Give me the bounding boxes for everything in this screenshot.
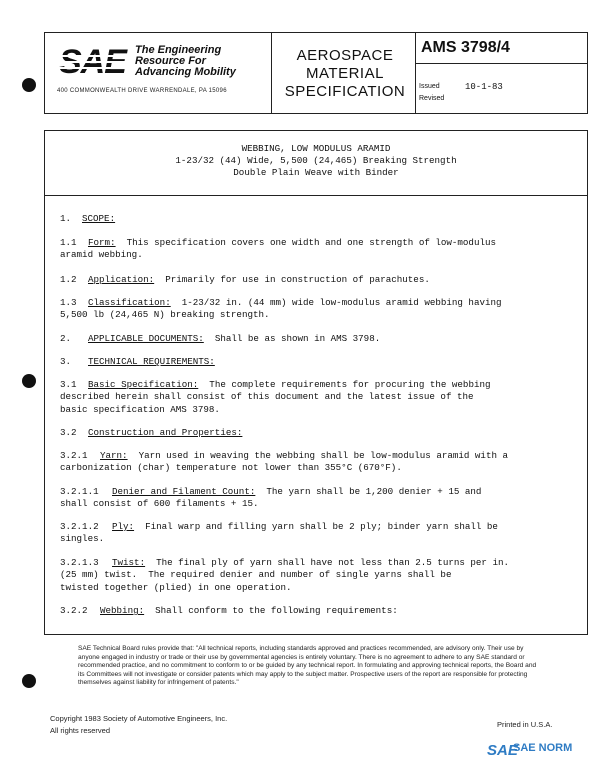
issued-label: Issued [419,83,440,90]
ams-number: AMS 3798/4 [421,39,510,56]
section-paragraph: Form: This specification covers one width and one strength of low-modulus aramid webbing. [60,237,497,261]
section-paragraph: Webbing: Shall conform to the following requirements: [100,605,398,616]
sae-norm-watermark [487,740,573,763]
section-heading: Classification: [88,297,171,308]
sae-norm-text: SAE NORM [513,742,573,754]
binder-hole-middle [22,374,36,388]
section-number: 1. [60,213,72,224]
section-number: 3. [60,356,72,367]
document-type: AEROSPACE MATERIAL SPECIFICATION [284,47,406,100]
section-paragraph: Denier and Filament Count: The yarn shall be 1,200 denier + 15 and shall consist of 600 filaments + 15. [60,486,482,510]
section-number: 3.1 [60,379,77,390]
section-heading: Application: [88,274,155,285]
sae-address: 400 COMMONWEALTH DRIVE WARRENDALE, PA 15096 [57,88,227,94]
section-heading: TECHNICAL REQUIREMENTS: [88,356,215,367]
section-number: 3.2.1 [60,450,88,461]
section-number: 1.1 [60,237,77,248]
title-divider [45,195,587,196]
section-heading: Construction and Properties: [88,427,243,438]
section-paragraph: APPLICABLE DOCUMENTS: Shall be as shown in AMS 3798. [88,333,381,344]
header-box [44,32,588,114]
issued-date: 10-1-83 [465,82,503,92]
section-heading: Webbing: [100,605,145,616]
section-heading: Basic Specification: [88,379,199,390]
rights-text: All rights reserved [50,726,111,735]
title-line-2: 1-23/32 (44) Wide, 5,500 (24,465) Breaking Strength [175,155,457,166]
section-heading: Ply: [112,521,135,532]
revised-label: Revised [419,95,445,102]
section-number: 1.2 [60,274,77,285]
printed-in: Printed in U.S.A. [497,720,553,729]
title-line-1: WEBBING, LOW MODULUS ARAMID [241,143,391,154]
section-paragraph [82,213,115,225]
section-heading: SCOPE: [82,213,116,224]
section-paragraph: Twist: The final ply of yarn shall have not less than 2.5 turns per in. (25 mm) twist. The required denier and number of single yarns shall be twisted together (plied) in one operation. [60,557,509,593]
section-number: 3.2.1.2 [60,521,99,532]
section-paragraph: Basic Specification: The complete requirements for procuring the webbing described herein shall consist of this document and the latest issue of the basic specification AMS 3798. [60,379,491,415]
technical-board-notice: SAE Technical Board rules provide that: "All technical reports, including standards approved and practices recommended, are advisory only. Their use by anyone engaged in industry or trade or their use by governmental agencies is entirely voluntary. There is no agreement to adhere to any SAE standard or recommended practice, and no commitment to conform to or be guided by any technical report. In formulating and approving technical reports, the Board and its Committees will not investigate or consider patents which may apply to the subject matter. Prospective users of the report are responsible for protecting themselves against liability for infringement of patents." [78,645,537,687]
section-paragraph: Ply: Final warp and filling yarn shall be 2 ply; binder yarn shall be singles. [60,521,498,545]
binder-hole-bottom [22,674,36,688]
copyright-text: Copyright 1983 Society of Automotive Engineers, Inc. [50,714,228,723]
section-number: 1.3 [60,297,77,308]
section-number: 3.2.1.1 [60,486,99,497]
title-line-3: Double Plain Weave with Binder [233,167,399,178]
section-paragraph: Classification: 1-23/32 in. (44 mm) wide low-modulus aramid webbing having 5,500 lb (24,465 N) breaking strength. [60,297,502,321]
section-paragraph [88,356,215,368]
copyright-block [50,713,227,737]
section-heading: Yarn: [100,450,128,461]
section-paragraph [88,427,242,439]
section-number: 3.2 [60,427,77,438]
svg-text:SAE: SAE [487,742,518,759]
binder-hole-top [22,78,36,92]
sae-tagline: The Engineering Resource For Advancing Mobility [135,44,236,78]
section-paragraph: Yarn: Yarn used in weaving the webbing shall be low-modulus aramid with a carbonization (char) temperature not lower than 355°C (670°F). [60,450,509,474]
section-heading: Form: [88,237,116,248]
sae-norm-logo-icon [487,740,518,759]
section-number: 3.2.1.3 [60,557,99,568]
section-paragraph: Application: Primarily for use in construction of parachutes. [88,274,430,285]
section-heading: Denier and Filament Count: [112,486,256,497]
section-number: 3.2.2 [60,605,88,616]
section-heading: APPLICABLE DOCUMENTS: [88,333,204,344]
section-heading: Twist: [112,557,146,568]
sae-logo [59,45,126,79]
section-number: 2. [60,333,72,344]
